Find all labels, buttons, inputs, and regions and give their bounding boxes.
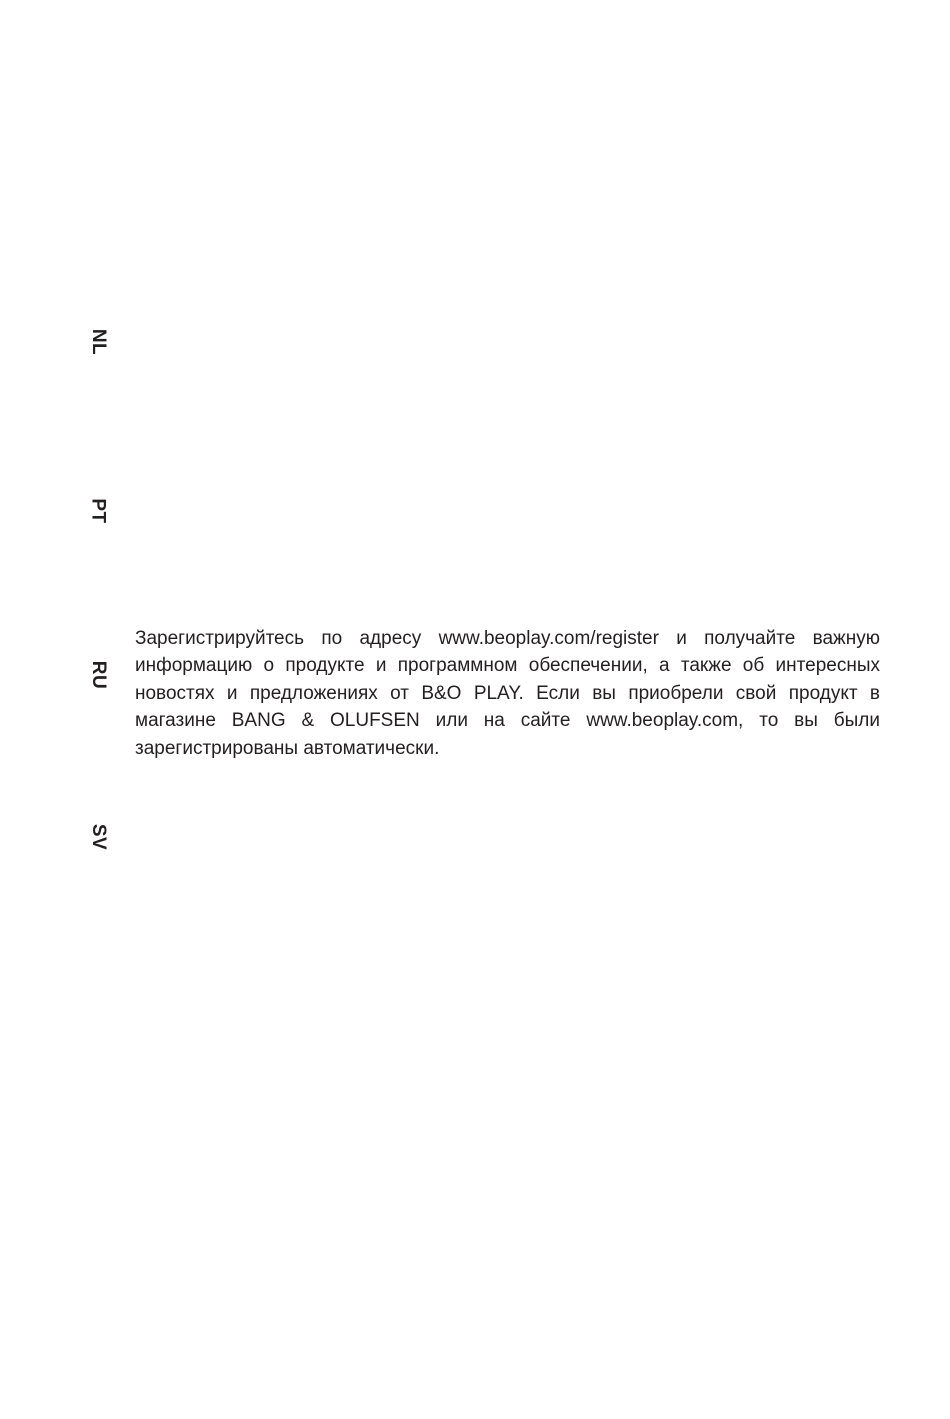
language-tab-sv-label: SV: [87, 823, 109, 851]
language-tab-pt-label: PT: [88, 498, 109, 524]
language-tab-nl: [76, 327, 120, 357]
ru-registration-paragraph: Зарегистрируйтесь по адресу www.beoplay.com/register и получайте важную информацию о продукте и программном обеспечении, а также об интересных новостях и предложениях от B&O PLAY. Если вы приобрели свой продукт в магазине BANG & OLUFSEN или на сайте www.beoplay.com, то вы были зарегистрированы автоматически.: [135, 628, 880, 759]
language-tab-ru: [76, 660, 120, 690]
language-tab-pt: [76, 496, 120, 526]
language-tab-nl-label: NL: [87, 328, 109, 356]
language-tab-sv: [76, 822, 120, 852]
language-tab-ru-label: RU: [87, 660, 109, 690]
